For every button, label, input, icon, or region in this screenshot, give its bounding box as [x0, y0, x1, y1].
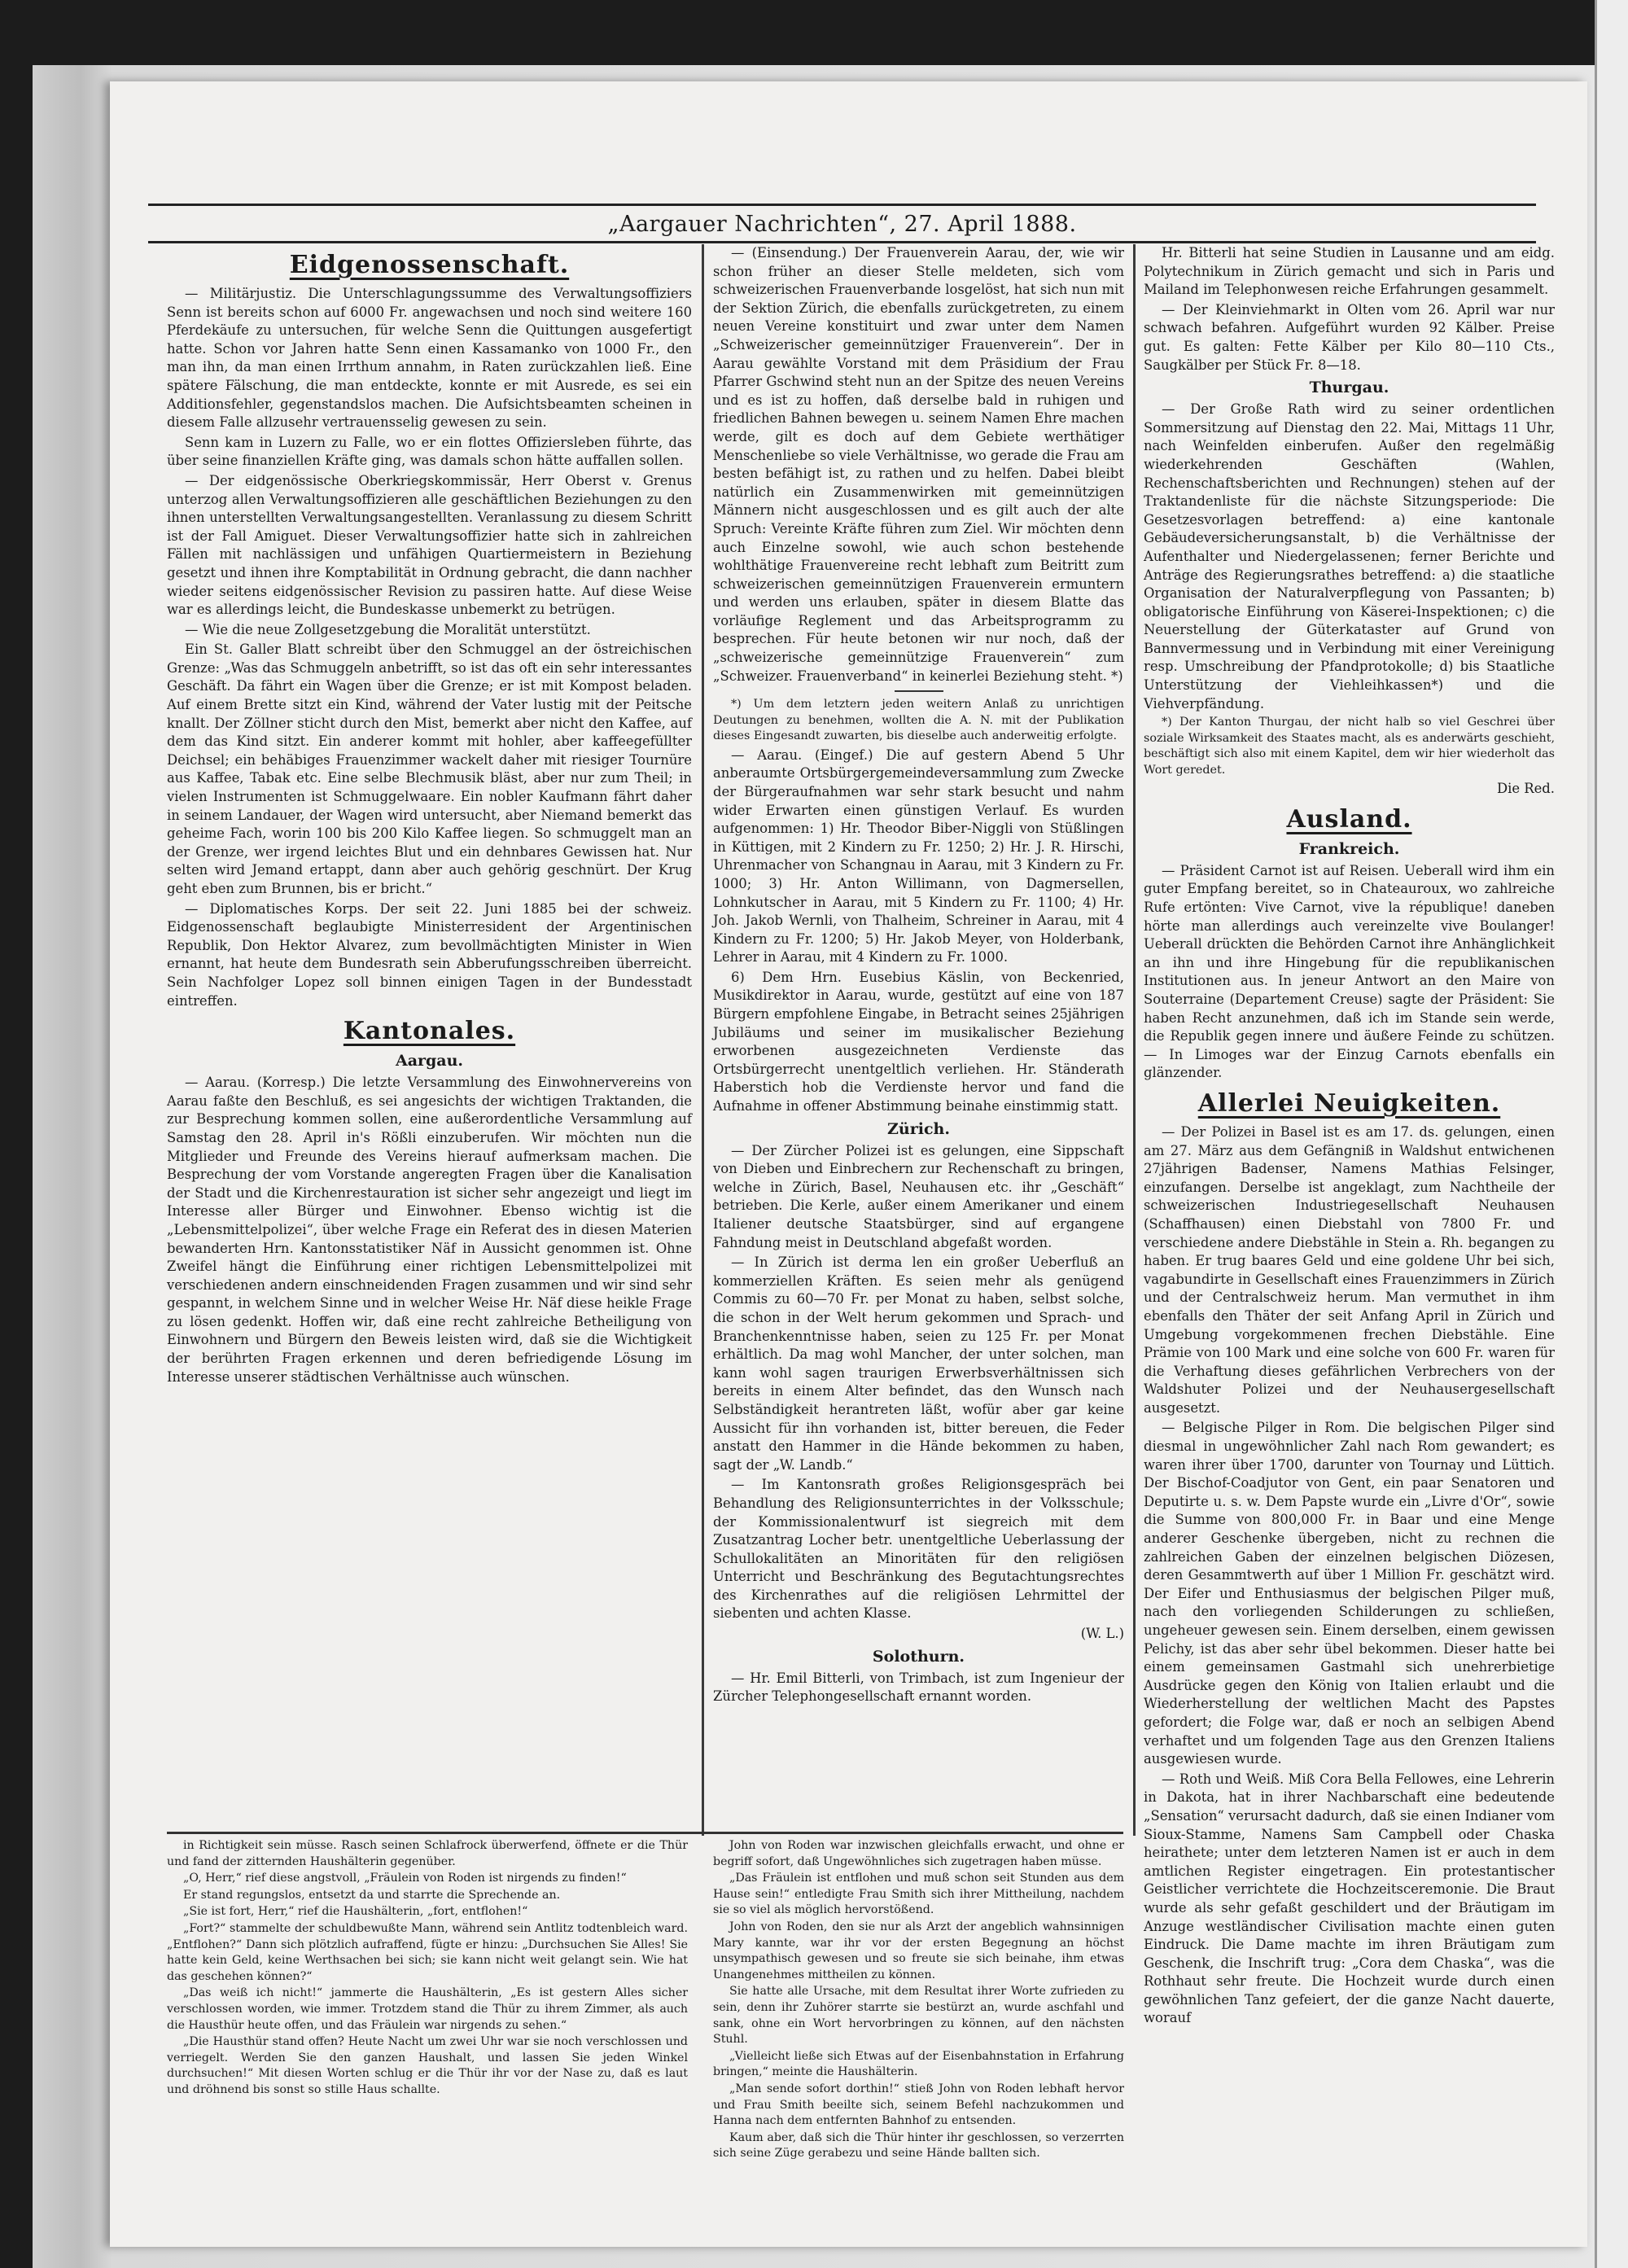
page-header-title: „Aargauer Nachrichten“, 27. April 1888. [607, 211, 1077, 237]
feuilleton-paragraph: John von Roden, den sie nur als Arzt der angeblich wahnsinnigen Mary kannte, war ihr vor der ersten Begegnung an höchst unsympathisch gewesen und so freute sie sich beinahe, ihm etwas Unangenehmes mittheilen zu können. [713, 1920, 1124, 1981]
column-rule-1 [702, 244, 704, 1836]
article-einwohnerverein-aarau: — Aarau. (Korresp.) Die letzte Versammlung des Einwohnervereins von Aarau faßte den Beschluß, es sei angesichts der wichtigen Traktanden, die zur Besprechung kommen sollen, eine außerordentliche Versammlung auf Samstag den 28. April in's Rößli einzuberufen. Wir möchten nun die Mitglieder und Freunde des Vereins hierauf aufmerksam machen. Die Besprechung der vom Vorstande angeregten Fragen über die Kanalisation der Stadt und die Kirchenrestauration ist sicher sehr angezeigt und liegt im Interesse aller Bürger und Einwohner. Ebenso wichtig ist die „Lebensmittelpolizei“, über welche Frage ein Referat des in diesen Materien bewanderten Hrn. Kantonsstatistiker Näf in Aussicht genommen ist. Ohne Zweifel hängt die Einführung einer richtigen Lebensmittelpolizei mit verschiedenen andern einschneidenden Fragen zusammen und wir sind sehr gespannt, in welchem Sinne und in welcher Weise Hr. Näf diese heikle Frage zu lösen gedenkt. Hoffen wir, daß eine recht zahlreiche Betheiligung von Einwohnern und Bürgern den Beweis leisten wird, daß sie die Wichtigkeit der berührten Fragen erkennen und deren befriedigende Lösung im Interesse unserer städtischen Verhältnisse auch wünschen. [167, 1075, 692, 1385]
article-zollgesetzgebung: Ein St. Galler Blatt schreibt über den Schmuggel an der östreichischen Grenze: „Was das Schmuggeln anbetrifft, so ist das oft ein sehr interessantes Geschäft. Da fährt ein Wagen über die Grenze; er ist mit Kompost beladen. Auf einem Brette sitzt ein Kind, während der Vater lustig mit der Peitsche knallt. Der Zöllner sticht durch den Mist, bemerkt aber nicht den Kaffee, auf dem das Kind sitzt. Ein anderer kommt mit hohler, aber kaffeegefüllter Deichsel; ein behäbiges Frauenzimmer wackelt daher mit riesiger Tournüre aus Kaffee, Tabak etc. Eine selbe Blechmusik bläst, aber nur zum Theil; in vielen Instrumenten ist Schmuggelwaare. Ein nobler Kaufmann fährt daher in seinem Landauer, der Wagen wird untersucht, aber Niemand bemerkt das geheime Fach, worin 100 bis 200 Kilo Kaffee liegen. So schmuggelt man an der Grenze, wer irgend leichtes Blut und ein dehnbares Gewissen hat. Nur selten wird Jemand ertappt, dann aber auch gehörig geschnürt. Der Krug geht eben zum Brunnen, bis er bricht.“ [167, 641, 692, 896]
column-1 [167, 244, 692, 1388]
feuilleton-paragraph: John von Roden war inzwischen gleichfalls erwacht, und ohne er begriff sofort, daß Ungewöhnliches sich zugetragen haben müsse. [713, 1839, 1124, 1868]
feuilleton-right [713, 1838, 1124, 2163]
feuilleton-paragraph: „Das Fräulein ist entflohen und muß schon seit Stunden aus dem Hause sein!“ entledigte Frau Smith sich ihrer Mittheilung, nachdem sie so viel als möglich hervorstößend. [713, 1872, 1124, 1917]
column-2 [713, 244, 1124, 1708]
subheading-zuerich: Zürich. [887, 1119, 950, 1138]
subheading-solothurn: Solothurn. [872, 1647, 965, 1666]
section-heading-allerlei: Allerlei Neuigkeiten. [1197, 1088, 1501, 1118]
header-rule-bottom [148, 241, 1536, 243]
article-basel-polizei: — Der Polizei in Basel ist es am 17. ds. gelungen, einen am 27. März aus dem Gefängniß in Waldshut entwichenen 27jährigen Badenser, Namens Mathias Felsinger, einzufangen. Derselbe ist angeklagt, zum Nachtheile der schweizerischen Industriegesellschaft Neuhausen (Schaffhausen) einen Diebstahl von 7800 Fr. und verschiedene andere Diebstähle in Stein a. Rh. begangen zu haben. Er trug baares Geld und eine goldene Uhr bei sich, vagabundirte in Gesellschaft eines Frauenzimmers in Zürich und der Centralschweiz herum. Man vermuthet in ihm ebenfalls den Thäter der seit Anfang April in Zürich und Umgebung vorgekommenen frechen Diebstähle. Eine Prämie von 100 Mark und eine solche von 600 Fr. waren für die Verhaftung dieses gefährlichen Verbrechers von der Waldshuter Polizei und der Neuhausergesellschaft ausgesetzt. [1144, 1123, 1555, 1416]
feuilleton-paragraph: Er stand regungslos, entsetzt da und starrte die Sprechende an. [183, 1888, 561, 1902]
feuilleton-paragraph: „Fort?“ stammelte der schuldbewußte Mann, während sein Antlitz todtenbleich ward. „Entflohen?“ Dann sich plötzlich aufraffend, fügte er hinzu: „Durchsuchen Sie Alles! Sie hatte kein Geld, keine Werthsachen bei sich; sie kann nicht weit gelangt sein. Wie hat das geschehen können?“ [167, 1921, 688, 1983]
article-zuercher-polizei: — Der Zürcher Polizei ist es gelungen, eine Sippschaft von Dieben und Einbrechern zur Rechenschaft zu bringen, welche in Zürich, Basel, Neuhausen etc. ihr „Geschäft“ betrieben. Die Kerle, außer einem Amerikaner und einem Italiener deutsche Staatsbürger, sind auf ergangene Fahndung meist in Deutschland abgefaßt worden. [713, 1142, 1124, 1250]
feuilleton-paragraph: in Richtigkeit sein müsse. Rasch seinen Schlafrock überwerfend, öffnete er die Thür und fand der zitternden Haushälterin gegenüber. [167, 1839, 688, 1868]
column-3 [1144, 244, 1555, 2029]
section-heading-eidgenossenschaft: Eidgenossenschaft. [289, 251, 570, 279]
header-rule-top [148, 204, 1536, 206]
feuilleton-paragraph: „Sie ist fort, Herr,“ rief die Haushälterin, „fort, entflohen!“ [183, 1905, 528, 1919]
article-diplomatisches-korps: — Diplomatisches Korps. Der seit 22. Juni 1885 bei der schweiz. Eidgenossenschaft beglaubigte Ministerresident der Argentinischen Republik, Don Hektor Alvarez, zum bevollmächtigten Minister in Wien ernannt, hat heute dem Bundesrath sein Abberufungsschreiben überreicht. Sein Nachfolger Lopez soll binnen einigen Tagen in der Bundesstadt eintreffen. [167, 900, 692, 1009]
section-heading-ausland: Ausland. [1286, 804, 1412, 834]
article-militaerjustiz: — Militärjustiz. Die Unterschlagungssumme des Verwaltungsoffiziers Senn ist bereits schon auf 6000 Fr. angewachsen und noch sind weitere 160 Pferdekäufe zu untersuchen, für welche Senn die Quittungen ausgefertigt hatte. Schon vor Jahren hatte Senn einen Kassamanko von 1000 Fr., den man ihn, da man einen Irrthum annahm, in Raten zurückzahlen ließ. Eine spätere Fälschung, die man entdeckte, konnte er mit Ausrede, es sei ein Additionsfehler, gegenstandslos machen. Die Aufsichtsbeamten scheinen in diesem Falle allzusehr vertrauensselig gewesen zu sein. [167, 286, 692, 431]
article-militaerjustiz-cont: Senn kam in Luzern zu Falle, wo er ein flottes Offiziersleben führte, das über seine finanziellen Kräfte ging, was damals schon hätte auffallen sollen. [167, 434, 692, 469]
feuilleton-rule [167, 1832, 1123, 1834]
page-header [148, 210, 1536, 238]
feuilleton-paragraph: Sie hatte alle Ursache, mit dem Resultat ihrer Worte zufrieden zu sein, denn ihr Zuhörer starrte sie bestürzt an, wurde aschfahl und sank, ohne ein Wort hervorbringen zu können, auf den nächsten Stuhl. [713, 1985, 1124, 2047]
adjacent-page-edge [1595, 0, 1628, 2268]
article-frauenverein: — (Einsendung.) Der Frauenverein Aarau, der, wie wir schon früher an dieser Stelle meldeten, sich vom schweizerischen Frauenverbande losgelöst, hat sich nun mit der Sektion Zürich, die ebenfalls zurückgetreten, zu einem neuen Vereine konstituirt und zwar unter dem Namen „Schweizerischer gemeinnütziger Frauenverein“. Der in Aarau gewählte Vorstand mit dem Präsidium der Frau Pfarrer Gschwind steht nun an der Spitze des neuen Vereins und es ist zu hoffen, daß derselbe bald in ruhigen und friedlichen Bahnen bewegen u. seinem Namen Ehre machen werde, gilt es doch auf dem Gebiete werthätiger Menschenliebe so viele Verhältnisse, wo gerade die Frau am besten befähigt ist, zu rathen und zu helfen. Dabei bleibt natürlich ein Zusammenwirken mit gemeinnützigen Männern nicht ausgeschlossen und es gilt auch der alte Spruch: Vereinte Kräfte führen zum Ziel. Wir möchten denn auch Einzelne sowohl, wie auch schon bestehende wohlthätige Frauenvereine recht lebhaft zum Beitritt zum schweizerischen gemeinnützigen Frauenverein ermuntern und werden uns erlauben, später in diesem Blatte das vorläufige Reglement und das Arbeitsprogramm zu besprechen. Für heute betonen wir nur noch, daß der „schweizerische gemeinnützige Frauenverein“ zum „Schweizer. Frauenverband“ in keinerlei Beziehung steht. *) [713, 245, 1124, 684]
footnote-rule [895, 690, 943, 692]
feuilleton-paragraph: Kaum aber, daß sich die Thür hinter ihr geschlossen, so verzerrten sich seine Züge gerabezu und seine Hände ballten sich. [713, 2130, 1124, 2161]
subheading-thurgau: Thurgau. [1309, 379, 1389, 397]
article-kaeslin: 6) Dem Hrn. Eusebius Käslin, von Beckenried, Musikdirektor in Aarau, wurde, gestützt auf eine von 187 Bürgern empfohlene Eingabe, in Betracht seines 25jährigen Jubiläums und seiner im musikalischer Beziehung erworbenen ausgezeichneten Verdienste das Ortsbürgerrecht unentgeltlich verliehen. Hr. Ständerath Haberstich hob die Verdienste hervor und fand die Aufnahme in offener Abstimmung beinahe einstimmig statt. [713, 969, 1124, 1114]
feuilleton-paragraph: „Das weiß ich nicht!“ jammerte die Haushälterin, „Es ist gestern Alles sicher verschlossen worden, wie immer. Trotzdem stand die Thür zu ihrem Zimmer, als auch die Hausthür heute offen, und das Fräulein war nirgends zu sehen.“ [167, 1986, 688, 2032]
article-bitterli: — Hr. Emil Bitterli, von Trimbach, ist zum Ingenieur der Zürcher Telephongesellschaft ernannt worden. [713, 1670, 1124, 1705]
feuilleton-paragraph: „Man sende sofort dorthin!“ stieß John von Roden lebhaft hervor und Frau Smith beeilte sich, seinem Befehl nachzukommen und Hanna nach dem entfernten Bahnhof zu entsenden. [713, 2082, 1124, 2128]
feuilleton-paragraph: „Die Hausthür stand offen? Heute Nacht um zwei Uhr war sie noch verschlossen und verriegelt. Werden Sie den ganzen Haushalt, und lassen Sie jeden Winkel durchsuchen!“ Mit diesen Worten schlug er die Thür ihr vor der Nase zu, daß es laut und dröhnend bis sonst so stille Haus schallte. [167, 2035, 688, 2096]
feuilleton-paragraph: „Vielleicht ließe sich Etwas auf der Eisenbahnstation in Erfahrung bringen,“ meinte die Haushälterin. [713, 2049, 1124, 2079]
article-belgische-pilger: — Belgische Pilger in Rom. Die belgischen Pilger sind diesmal in ungewöhnlicher Zahl nach Rom gewandert; es waren ihrer über 1700, darunter von Tournay und Lüttich. Der Bischof-Coadjutor von Gent, ein paar Senatoren und Deputirte u. s. w. Dem Papste wurde ein „Livre d'Or“, sowie die Summe von 800,000 Fr. in Baar und eine Menge anderer Geschenke übergeben, nicht zu rechnen die zahlreichen Gaben der einzelnen belgischen Diözesen, deren Gesammtwerth auf über 1 Million Fr. geschätzt wird. Der Eifer und Enthusiasmus der belgischen Pilger muß, nach den vorliegenden Schilderungen zu schließen, ungeheuer gewesen sein. Einem derselben, einem gewissen Pelichy, ist das aber sehr übel bekommen. Dieser hatte bei einem gemeinsamen Gastmahl sich unehrerbietige Ausdrücke gegen den König von Italien erlaubt und die Wiederherstellung der weltlichen Macht des Papstes gefordert; die Folge war, daß er noch an selbigen Abend verhaftet und um folgenden Tage aus den Grenzen Italiens ausgewiesen wurde. [1144, 1420, 1555, 1767]
column-rule-2 [1133, 244, 1136, 1836]
article-bitterli-cont: Hr. Bitterli hat seine Studien in Lausanne und am eidg. Polytechnikum in Zürich gemacht und sich in Paris und Mailand im Telephonwesen reiche Erfahrungen gesammelt. [1144, 245, 1555, 298]
footnote-thurgau: *) Der Kanton Thurgau, der nicht halb so viel Geschrei über soziale Wirksamkeit des Staates macht, als es anderwärts geschieht, beschäftigt sich also mit einem Kapitel, dem wir hier wiederholt das Wort geredet. [1144, 716, 1555, 777]
article-zollgesetzgebung-title: — Wie die neue Zollgesetzgebung die Moralität unterstützt. [185, 621, 591, 637]
article-buergeraufnahmen: — Aarau. (Eingef.) Die auf gestern Abend 5 Uhr anberaumte Ortsbürgergemeindeversammlung zum Zwecke der Bürgeraufnahmen war sehr stark besucht und nahm wider Erwarten einen günstigen Verlauf. Es wurden aufgenommen: 1) Hr. Theodor Biber-Niggli von Stüßlingen in Küttigen, mit 2 Kindern zu Fr. 1250; 2) Hr. J. R. Hirschi, Uhrenmacher von Schangnau in Aarau, mit 3 Kindern zu Fr. 1000; 3) Hr. Anton Willimann, von Dagmersellen, Lohnkutscher in Aarau, mit 5 Kindern zu Fr. 1100; 4) Hr. Joh. Jakob Wernli, von Thalheim, Schreiner in Aarau, mit 4 Kindern zu Fr. 1200; 5) Hr. Jakob Meyer, von Holderbank, Lehrer in Aarau, mit 4 Kindern zu Fr. 1000. [713, 747, 1124, 965]
article-religionsgespraech: — Im Kantonsrath großes Religionsgespräch bei Behandlung des Religionsunterrichtes in der Volksschule; der Kommissionalentwurf ist siegreich mit dem Zusatzantrag Locher betr. unentgeltliche Ueberlassung der Schullokalitäten an Minoritäten für den religiösen Unterricht und Beschränkung des Begutachtungsrechtes des Kirchenrathes auf die religiösen Lehrmittel der siebenten und achten Klasse. [713, 1477, 1124, 1622]
article-roth-und-weiss: — Roth und Weiß. Miß Cora Bella Fellowes, eine Lehrerin in Dakota, hat in ihrer Nachbarschaft eine bedeutende „Sensation“ verursacht dadurch, daß sie einen Indianer vom Sioux-Stamme, Namens Sam Campbell oder Chaska heirathete; unter dem letzteren Namen ist er auch in dem amtlichen Register eingetragen. Ein protestantischer Geistlicher verrichtete die Hochzeitsceremonie. Die Braut wurde als sehr gefaßt geschildert und der Bräutigam im Anzuge westländischer Civilisation machte einen guten Eindruck. Die Dame machte im ihren Bräutigam zum Geschenk, die Inschrift trug: „Cora dem Chaska“, was die Rothhaut sehr freute. Die Hochzeit wurde durch einen gewöhnlichen Tanz gefeiert, der die ganze Nacht dauerte, worauf [1144, 1771, 1555, 2026]
article-carnot: — Präsident Carnot ist auf Reisen. Ueberall wird ihm ein guter Empfang bereitet, so in Chateauroux, wo zahlreiche Rufe ertönten: Vive Carnot, vive la république! daneben hörte man allerdings auch vereinzelte vive Boulanger! Ueberall drückten die Behörden Carnot ihre Anhänglichkeit an ihn und ihre Hingebung für die republikanischen Institutionen aus. In jeneur Antwort an den Maire von Souterraine (Departement Creuse) sagte der Präsident: Sie haben Recht anzunehmen, daß ich im Stande sein werde, die Republik gegen innere und äußere Feinde zu schützen. — In Limoges war der Einzug Carnots ebenfalls ein glänzender. [1144, 862, 1555, 1081]
article-oberkriegskommissaer: — Der eidgenössische Oberkriegskommissär, Herr Oberst v. Grenus unterzog allen Verwaltungsoffizieren alle geschäftlichen Beziehungen zu den ihnen unterstellten Verwaltungsangestellten. Veranlassung zu diesem Schritt ist der Fall Amiguet. Dieser Verwaltungsoffizier hatte sich in zahlreichen Fällen mit nachlässigen und unfähigen Quartiermeistern in Beziehung gesetzt und ihnen ihre Komptabilität in Ordnung gebracht, die dann nachher wieder seitens eidgenössischer Revision zu passiren hatte. Auf diese Weise war es allerdings leicht, die Bundeskasse unbemerkt zu betrügen. [167, 472, 692, 618]
subheading-aargau: Aargau. [395, 1052, 464, 1071]
feuilleton-paragraph: „O, Herr,“ rief diese angstvoll, „Fräulein von Roden ist nirgends zu finden!“ [183, 1872, 627, 1885]
section-heading-kantonales: Kantonales. [343, 1017, 516, 1046]
article-signature: (W. L.) [1080, 1626, 1124, 1642]
footnote-signature: Die Red. [1496, 781, 1555, 797]
subheading-frankreich: Frankreich. [1298, 839, 1400, 858]
article-kommerzielle-kraefte: — In Zürich ist derma len ein großer Ueberfluß an kommerziellen Kräften. Es seien mehr als genügend Commis zu 60—70 Fr. per Monat zu haben, selbst solche, die schon in der Welt herum gekommen und Sprach- und Branchenkenntnisse haben, seien zu 125 Fr. per Monat erhältlich. Da mag wohl Mancher, der unter solchen, man kann wohl sagen traurigen Erwerbsverhältnissen sich bereits in einem Alter befindet, das den Wunsch nach Selbständigkeit herantreten läßt, wofür aber gar keine Aussicht für ihn vorhanden ist, bitter bereuen, die Feder anstatt den Hammer in die Hände bekommen zu haben, sagt der „W. Landb.“ [713, 1254, 1124, 1473]
article-grosser-rath: — Der Große Rath wird zu seiner ordentlichen Sommersitzung auf Dienstag den 22. Mai, Mittags 11 Uhr, nach Weinfelden einberufen. Außer den regelmäßig wiederkehrenden Geschäften (Wahlen, Rechenschaftsberichten und Rechnungen) stehen auf der Traktandenliste für die nächste Sitzungsperiode: Die Gesetzesvorlagen betreffend: a) eine kantonale Gebäudeversicherungsanstalt, b) die Verhältnisse der Aufenthalter und Niedergelassenen; ferner Berichte und Anträge des Regierungsrathes betreffend: a) die staatliche Organisation der Naturalverpflegung von Passanten; b) obligatorische Einführung von Käserei-Inspektionen; c) die Neuerstellung der Güterkataster auf Grund von Bannvermessung und in Verbindung mit einer Vereinigung resp. Umschreibung der Pfandprotokolle; d) bis Staatliche Unterstützung der Viehleihkassen*) und die Viehverpfändung. [1144, 401, 1555, 711]
footnote-frauenverein: *) Um dem letztern jeden weitern Anlaß zu unrichtigen Deutungen zu benehmen, wollten die A. N. mit der Publikation dieses Eingesandt zuwarten, bis dieselbe auch anderweitig erfolgte. [713, 698, 1124, 743]
feuilleton-left [167, 1838, 688, 2099]
article-kleinviehmarkt: — Der Kleinviehmarkt in Olten vom 26. April war nur schwach befahren. Aufgeführt wurden 92 Kälber. Preise gut. Es galten: Fette Kälber per Kilo 80—110 Cts., Saugkälber per Stück Fr. 8—18. [1144, 301, 1555, 373]
